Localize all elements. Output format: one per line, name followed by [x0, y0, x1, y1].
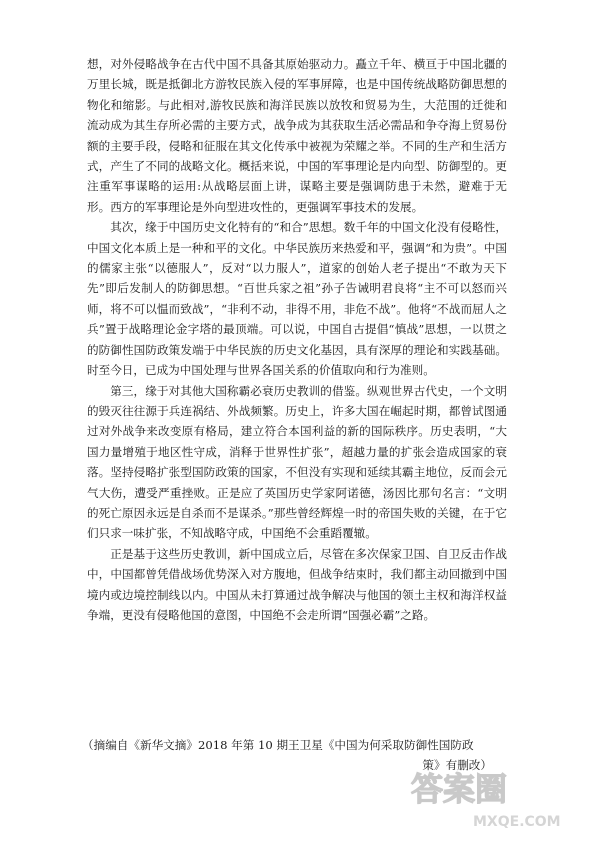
- paragraph-third: 第三，缘于对其他大国称霸必衰历史教训的借鉴。纵观世界古代史，一个文明的毁灭往往源于兵连祸结、外战频繁。历史上，许多大国在崛起时期，都曾试图通过对外战争来改变原有格局，建立符合本国利益的新的国际秩序。历史表明，“大国力量增殖于地区性守成，消释于世界性扩张”，超越力量的扩张会造成国家的衰落。坚持侵略扩张型国防政策的国家，不但没有实现和延续其霸主地位，反而会元气大伤，遭受严重挫败。正是应了英国历史学家阿诺德，汤因比那句名言：“文明的死亡原因永远是自杀而不是谋杀。”那些曾经辉煌一时的帝国失败的关键，在于它们只求一味扩张，不知战略守成，中国绝不会重蹈覆辙。: [87, 383, 507, 541]
- paragraph-continuation: 想，对外侵略战争在古代中国不具备其原始驱动力。矗立千年、横亘于中国北疆的万里长城，既是抵御北方游牧民族入侵的军事屏障，也是中国传统战略防御思想的物化和缩影。与此相对,游牧民族和海洋民族以放牧和贸易为生，大范围的迁徙和流动成为其生存所必需的主要方式，战争成为其获取生活必需品和争夺海上贸易份额的主要手段，侵略和征服在其文化传承中被视为荣耀之举。不同的生产和生活方式，产生了不同的战略文化。概括来说，中国的军事理论是内向型、防御型的。更注重军事谋略的运用:从战略层面上讲，谋略主要是强调防患于未然，避难于无形。西方的军事理论是外向型进攻性的，更强调军事技术的发展。: [87, 57, 507, 214]
- article-body: [87, 54, 507, 625]
- watermark-logo-text: 答案圈: [411, 770, 508, 808]
- source-citation-line2: 策》有删改）: [422, 758, 492, 773]
- watermark-url: MXQE.COM: [473, 814, 561, 830]
- source-citation-line1: （摘编自《新华文摘》2018 年第 10 期王卫星《中国为何采取防御性国防政: [82, 738, 474, 752]
- paragraph-second: 其次，缘于中国历史文化特有的“和合”思想。数千年的中国文化没有侵略性，中国文化本质上是一种和平的文化。中华民族历来热爱和平，强调“和为贵”。中国的儒家主张“以德服人”，反对“以力服人”，道家的创始人老子提出“不敢为天下先”即后发制人的防御思想。“百世兵家之祖”孙子告诫明君良将“主不可以怒而兴师，将不可以愠而致战”，“非利不动，非得不用，非危不战”。他将“不战而屈人之兵”置于战略理论金字塔的最顶端。可以说，中国自古提倡“慎战”思想，一以贯之的防御性国防政策发端于中华民族的历史文化基因，具有深厚的理论和实践基础。时至今日，已成为中国处理与世界各国关系的价值取向和行为准则。: [87, 220, 507, 378]
- watermark-logo: [403, 764, 573, 834]
- paragraph-fourth: 正是基于这些历史教训，新中国成立后，尽管在多次保家卫国、自卫反击作战中，中国都曾凭借战场优势深入对方腹地，但战争结束时，我们都主动回撤到中国境内或边境控制线以内。中国从未打算通过战争解决与他国的领土主权和海洋权益争端，更没有侵略他国的意图，中国绝不会走所谓“国强必霸”之路。: [87, 546, 507, 622]
